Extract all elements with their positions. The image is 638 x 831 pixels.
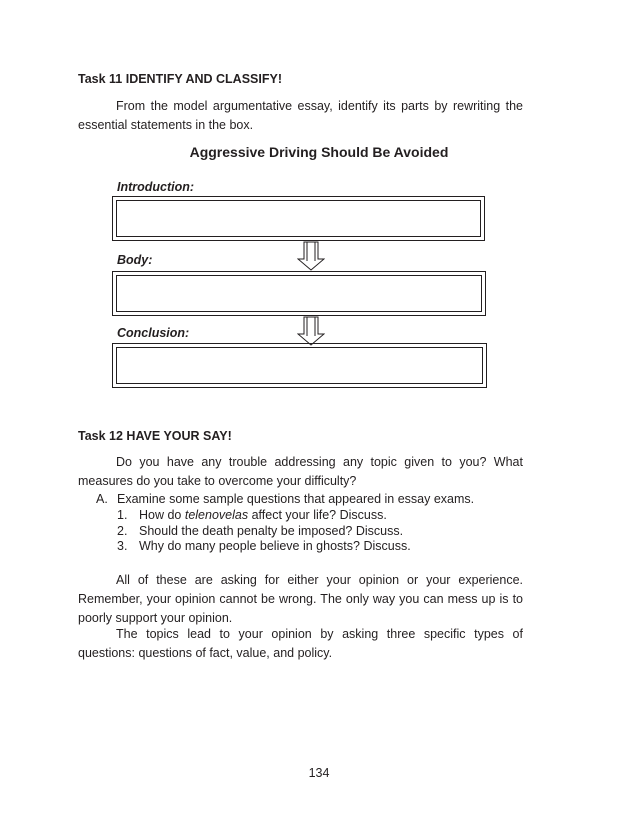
task12-intro: Do you have any trouble addressing any topic given to you? What measures do you take to overcome your difficulty?	[78, 455, 523, 488]
paragraph-opinion: All of these are asking for either your opinion or your experience. Remember, your opinion cannot be wrong. The only way you can mess up is to poorly support your opinion.	[78, 573, 523, 625]
list-item	[117, 539, 411, 555]
list-item	[117, 524, 411, 540]
introduction-label: Introduction:	[117, 180, 195, 194]
conclusion-label: Conclusion:	[117, 326, 190, 340]
introduction-box[interactable]	[112, 196, 485, 241]
task11-heading: Task 11 IDENTIFY AND CLASSIFY!	[78, 72, 282, 86]
conclusion-box[interactable]	[112, 343, 487, 388]
body-box[interactable]	[112, 271, 486, 316]
question-text: Why do many people believe in ghosts? Discuss.	[139, 539, 411, 553]
question-text: Should the death penalty be imposed? Discuss.	[139, 523, 404, 538]
page-number: 134	[308, 766, 330, 780]
part-a-text: Examine some sample questions that appeared in essay exams.	[117, 492, 475, 506]
question-number: 2.	[117, 523, 128, 538]
question-text-after: affect your life? Discuss.	[248, 508, 387, 522]
conclusion-answer[interactable]	[116, 347, 483, 384]
task11-instruction: From the model argumentative essay, identify its parts by rewriting the essential statements in the box.	[78, 99, 523, 132]
essay-title: Aggressive Driving Should Be Avoided	[189, 144, 449, 160]
task12-heading: Task 12 HAVE YOUR SAY!	[78, 429, 232, 443]
part-a-letter: A.	[96, 492, 108, 506]
list-item	[117, 508, 411, 524]
question-text: How do	[139, 508, 185, 522]
question-number: 1.	[117, 508, 128, 522]
paragraph-question-types: The topics lead to your opinion by asking three specific types of questions: questions of fact, value, and policy.	[78, 627, 523, 660]
question-text-italic: telenovelas	[184, 508, 249, 522]
question-list	[117, 508, 411, 555]
introduction-answer[interactable]	[116, 200, 481, 237]
down-arrow-icon	[297, 316, 325, 346]
question-number: 3.	[117, 539, 128, 553]
body-answer[interactable]	[116, 275, 482, 312]
body-label: Body:	[117, 253, 153, 267]
down-arrow-icon	[297, 241, 325, 271]
